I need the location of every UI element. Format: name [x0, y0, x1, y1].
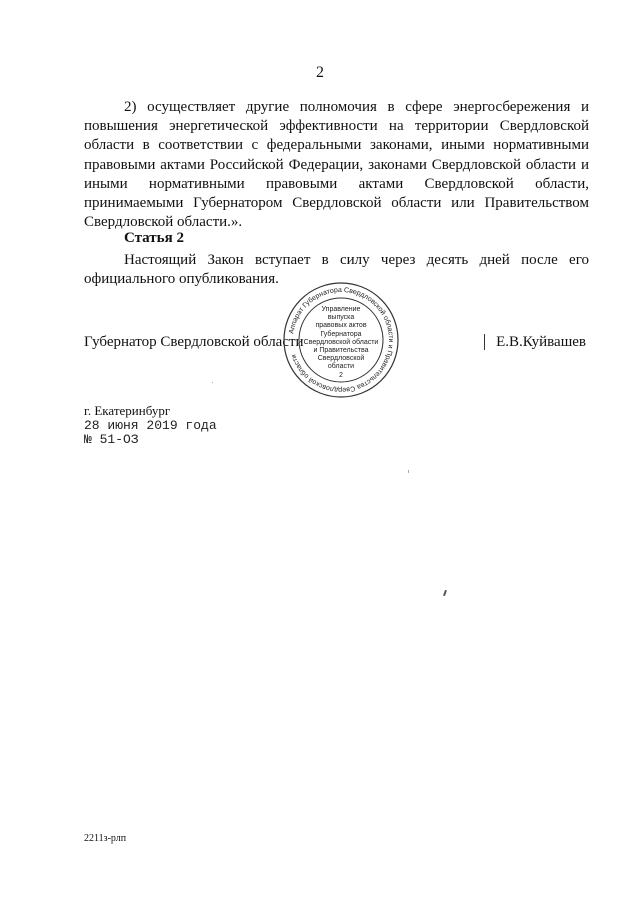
seal-line: Губернатора [320, 330, 362, 338]
seal-line: Управление [321, 306, 361, 313]
footer-date: 28 июня 2019 года [84, 418, 217, 433]
seal-line: правовых актов [315, 322, 367, 330]
scan-speck [212, 382, 213, 383]
seal-inner-text [296, 306, 386, 380]
signature-mark [484, 334, 485, 350]
signature-name: Е.В.Куйвашев [496, 334, 586, 350]
seal-line: области [327, 363, 355, 371]
scan-speck [408, 470, 409, 473]
document-code: 2211з-рлп [84, 833, 127, 844]
seal-line: Свердловской области [303, 338, 379, 346]
page-number: 2 [316, 64, 324, 81]
footer-city: г. Екатеринбург [84, 403, 171, 418]
seal-line: 2 [339, 371, 343, 379]
seal-line: и Правительства [313, 347, 369, 355]
article-paragraph-text: Настоящий Закон вступает в силу через десять дней после его официального опубликования. [84, 252, 589, 288]
footer-law-number: № 51-ОЗ [84, 432, 139, 447]
seal-line: выпуска [327, 314, 355, 322]
paragraph-item-2 [84, 98, 589, 232]
scan-speck [443, 590, 447, 596]
article-heading: Статья 2 [124, 230, 184, 246]
paragraph-text: 2) осуществляет другие полномочия в сфере энергосбережения и повышения энергетической эффективности на территории Свердловской области в соответствии с федеральными законами, иными нормативными правовыми актами Российской Федерации, законами Свердловской области и иными нормативными правовыми актами Свердловской области, принимаемыми Губернатором Свердловской области или Правительством Свердловской области.». [84, 99, 589, 231]
seal-ring-text: Аппарат Губернатора Свердловской области и Правительства Свердловской области [288, 286, 395, 394]
seal-line: Свердловской [317, 355, 365, 363]
signature-position: Губернатор Свердловской области [84, 334, 304, 350]
